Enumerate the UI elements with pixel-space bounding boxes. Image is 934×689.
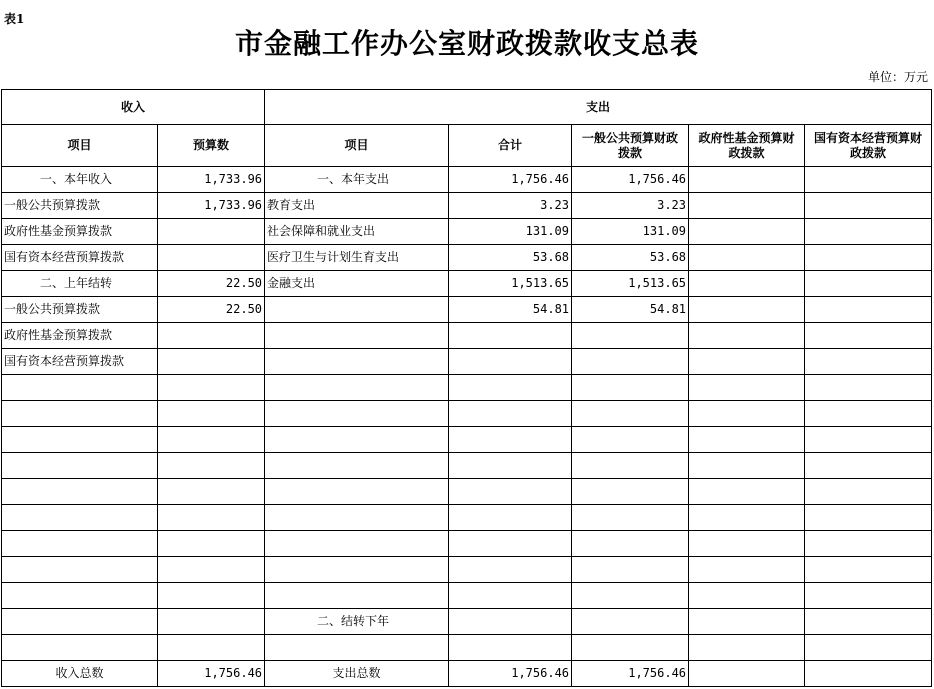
income-amount-cell [158, 427, 265, 453]
income-amount-cell [158, 453, 265, 479]
exp-state-cell [805, 609, 932, 635]
income-item-cell: 政府性基金预算拨款 [2, 323, 158, 349]
income-amount-cell [158, 479, 265, 505]
income-item-cell: 国有资本经营预算拨款 [2, 245, 158, 271]
income-item-cell [2, 479, 158, 505]
exp-fund-cell [689, 505, 805, 531]
exp-state-cell [805, 531, 932, 557]
exp-item-cell [265, 479, 449, 505]
income-amount-cell: 1,756.46 [158, 661, 265, 687]
exp-state-cell [805, 297, 932, 323]
exp-total-cell [449, 557, 572, 583]
exp-total-cell [449, 583, 572, 609]
income-item-cell [2, 375, 158, 401]
exp-state-cell [805, 479, 932, 505]
col-income-budget: 预算数 [158, 125, 265, 167]
income-amount-cell [158, 583, 265, 609]
income-amount-cell [158, 375, 265, 401]
exp-general-cell: 53.68 [572, 245, 689, 271]
exp-total-cell: 3.23 [449, 193, 572, 219]
exp-state-cell [805, 557, 932, 583]
table-row [2, 583, 932, 609]
exp-total-cell [449, 349, 572, 375]
table-row [2, 505, 932, 531]
table-row [2, 661, 932, 687]
income-item-cell: 一般公共预算拨款 [2, 193, 158, 219]
income-amount-cell: 1,733.96 [158, 167, 265, 193]
exp-item-cell [265, 583, 449, 609]
exp-general-cell [572, 453, 689, 479]
income-item-cell [2, 557, 158, 583]
income-item-cell [2, 401, 158, 427]
exp-general-cell [572, 375, 689, 401]
exp-total-cell [449, 505, 572, 531]
exp-total-cell [449, 427, 572, 453]
exp-item-cell [265, 635, 449, 661]
income-item-cell [2, 635, 158, 661]
exp-item-cell: 金融支出 [265, 271, 449, 297]
table-row [2, 479, 932, 505]
exp-general-cell: 3.23 [572, 193, 689, 219]
exp-fund-cell [689, 349, 805, 375]
income-amount-cell [158, 219, 265, 245]
exp-state-cell [805, 453, 932, 479]
exp-general-cell [572, 401, 689, 427]
exp-total-cell: 1,513.65 [449, 271, 572, 297]
exp-general-cell: 1,513.65 [572, 271, 689, 297]
income-item-cell: 政府性基金预算拨款 [2, 219, 158, 245]
col-exp-total: 合计 [449, 125, 572, 167]
exp-general-cell [572, 583, 689, 609]
exp-fund-cell [689, 583, 805, 609]
table-row [2, 219, 932, 245]
exp-state-cell [805, 193, 932, 219]
exp-fund-cell [689, 635, 805, 661]
exp-total-cell [449, 531, 572, 557]
income-amount-cell [158, 505, 265, 531]
income-item-cell [2, 505, 158, 531]
exp-fund-cell [689, 661, 805, 687]
table-row [2, 609, 932, 635]
exp-general-cell [572, 635, 689, 661]
exp-total-cell: 131.09 [449, 219, 572, 245]
exp-state-cell [805, 219, 932, 245]
exp-state-cell [805, 245, 932, 271]
budget-table [1, 89, 932, 687]
exp-general-cell [572, 505, 689, 531]
page-title: 市金融工作办公室财政拨款收支总表 [234, 27, 699, 60]
exp-total-cell: 54.81 [449, 297, 572, 323]
income-amount-cell: 22.50 [158, 271, 265, 297]
col-income-item: 项目 [2, 125, 158, 167]
income-amount-cell [158, 609, 265, 635]
income-amount-cell [158, 349, 265, 375]
exp-general-cell [572, 427, 689, 453]
income-item-cell [2, 609, 158, 635]
exp-item-cell [265, 349, 449, 375]
exp-fund-cell [689, 245, 805, 271]
exp-item-cell: 医疗卫生与计划生育支出 [265, 245, 449, 271]
exp-fund-cell [689, 531, 805, 557]
income-header: 收入 [2, 90, 265, 125]
table-row [2, 635, 932, 661]
table-number: 表1 [4, 12, 25, 26]
exp-item-cell [265, 323, 449, 349]
col-exp-item: 项目 [265, 125, 449, 167]
expenditure-header: 支出 [265, 90, 932, 125]
exp-item-cell: 支出总数 [265, 661, 449, 687]
exp-state-cell [805, 583, 932, 609]
income-item-cell: 收入总数 [2, 661, 158, 687]
table-row [2, 297, 932, 323]
exp-general-cell [572, 609, 689, 635]
exp-fund-cell [689, 271, 805, 297]
exp-fund-cell [689, 193, 805, 219]
exp-state-cell [805, 635, 932, 661]
exp-total-cell [449, 375, 572, 401]
exp-state-cell [805, 271, 932, 297]
exp-general-cell [572, 531, 689, 557]
exp-fund-cell [689, 323, 805, 349]
exp-fund-cell [689, 375, 805, 401]
exp-fund-cell [689, 557, 805, 583]
exp-state-cell [805, 661, 932, 687]
header-row-2 [2, 125, 932, 167]
exp-fund-cell [689, 401, 805, 427]
exp-state-cell [805, 349, 932, 375]
income-amount-cell: 1,733.96 [158, 193, 265, 219]
exp-total-cell [449, 401, 572, 427]
exp-general-cell: 54.81 [572, 297, 689, 323]
exp-general-cell: 1,756.46 [572, 661, 689, 687]
income-amount-cell [158, 323, 265, 349]
exp-fund-cell [689, 167, 805, 193]
exp-general-cell [572, 323, 689, 349]
table-row [2, 557, 932, 583]
exp-general-cell [572, 349, 689, 375]
table-row [2, 167, 932, 193]
exp-total-cell [449, 453, 572, 479]
exp-state-cell [805, 401, 932, 427]
income-amount-cell [158, 635, 265, 661]
income-item-cell [2, 531, 158, 557]
table-row [2, 453, 932, 479]
exp-fund-cell [689, 297, 805, 323]
income-amount-cell [158, 245, 265, 271]
exp-item-cell [265, 531, 449, 557]
exp-general-cell: 1,756.46 [572, 167, 689, 193]
exp-total-cell: 53.68 [449, 245, 572, 271]
table-row [2, 271, 932, 297]
table-row [2, 427, 932, 453]
income-amount-cell [158, 557, 265, 583]
exp-item-cell [265, 453, 449, 479]
exp-fund-cell [689, 453, 805, 479]
exp-item-cell: 二、结转下年 [265, 609, 449, 635]
table-row [2, 401, 932, 427]
exp-item-cell [265, 505, 449, 531]
income-amount-cell: 22.50 [158, 297, 265, 323]
exp-total-cell: 1,756.46 [449, 661, 572, 687]
income-item-cell: 二、上年结转 [2, 271, 158, 297]
table-row [2, 245, 932, 271]
table-row [2, 531, 932, 557]
col-exp-state: 国有资本经营预算财政拨款 [805, 125, 932, 167]
income-item-cell: 国有资本经营预算拨款 [2, 349, 158, 375]
header-row-1 [2, 90, 932, 125]
income-item-cell: 一、本年收入 [2, 167, 158, 193]
exp-state-cell [805, 375, 932, 401]
exp-item-cell [265, 375, 449, 401]
exp-fund-cell [689, 427, 805, 453]
income-item-cell [2, 583, 158, 609]
table-row [2, 349, 932, 375]
income-item-cell [2, 453, 158, 479]
exp-general-cell [572, 479, 689, 505]
exp-general-cell [572, 557, 689, 583]
exp-state-cell [805, 167, 932, 193]
exp-fund-cell [689, 219, 805, 245]
exp-item-cell: 一、本年支出 [265, 167, 449, 193]
table-row [2, 323, 932, 349]
exp-total-cell [449, 609, 572, 635]
income-item-cell [2, 427, 158, 453]
table-row [2, 193, 932, 219]
exp-item-cell [265, 401, 449, 427]
income-item-cell: 一般公共预算拨款 [2, 297, 158, 323]
exp-state-cell [805, 323, 932, 349]
income-amount-cell [158, 401, 265, 427]
exp-state-cell [805, 505, 932, 531]
table-row [2, 375, 932, 401]
exp-item-cell: 社会保障和就业支出 [265, 219, 449, 245]
exp-total-cell [449, 479, 572, 505]
exp-item-cell [265, 427, 449, 453]
exp-total-cell: 1,756.46 [449, 167, 572, 193]
unit-label: 单位：万元 [867, 70, 928, 84]
exp-fund-cell [689, 609, 805, 635]
exp-item-cell [265, 557, 449, 583]
exp-item-cell [265, 297, 449, 323]
exp-total-cell [449, 323, 572, 349]
col-exp-fund: 政府性基金预算财政拨款 [689, 125, 805, 167]
col-exp-general: 一般公共预算财政拨款 [572, 125, 689, 167]
exp-total-cell [449, 635, 572, 661]
exp-item-cell: 教育支出 [265, 193, 449, 219]
exp-general-cell: 131.09 [572, 219, 689, 245]
exp-state-cell [805, 427, 932, 453]
income-amount-cell [158, 531, 265, 557]
exp-fund-cell [689, 479, 805, 505]
